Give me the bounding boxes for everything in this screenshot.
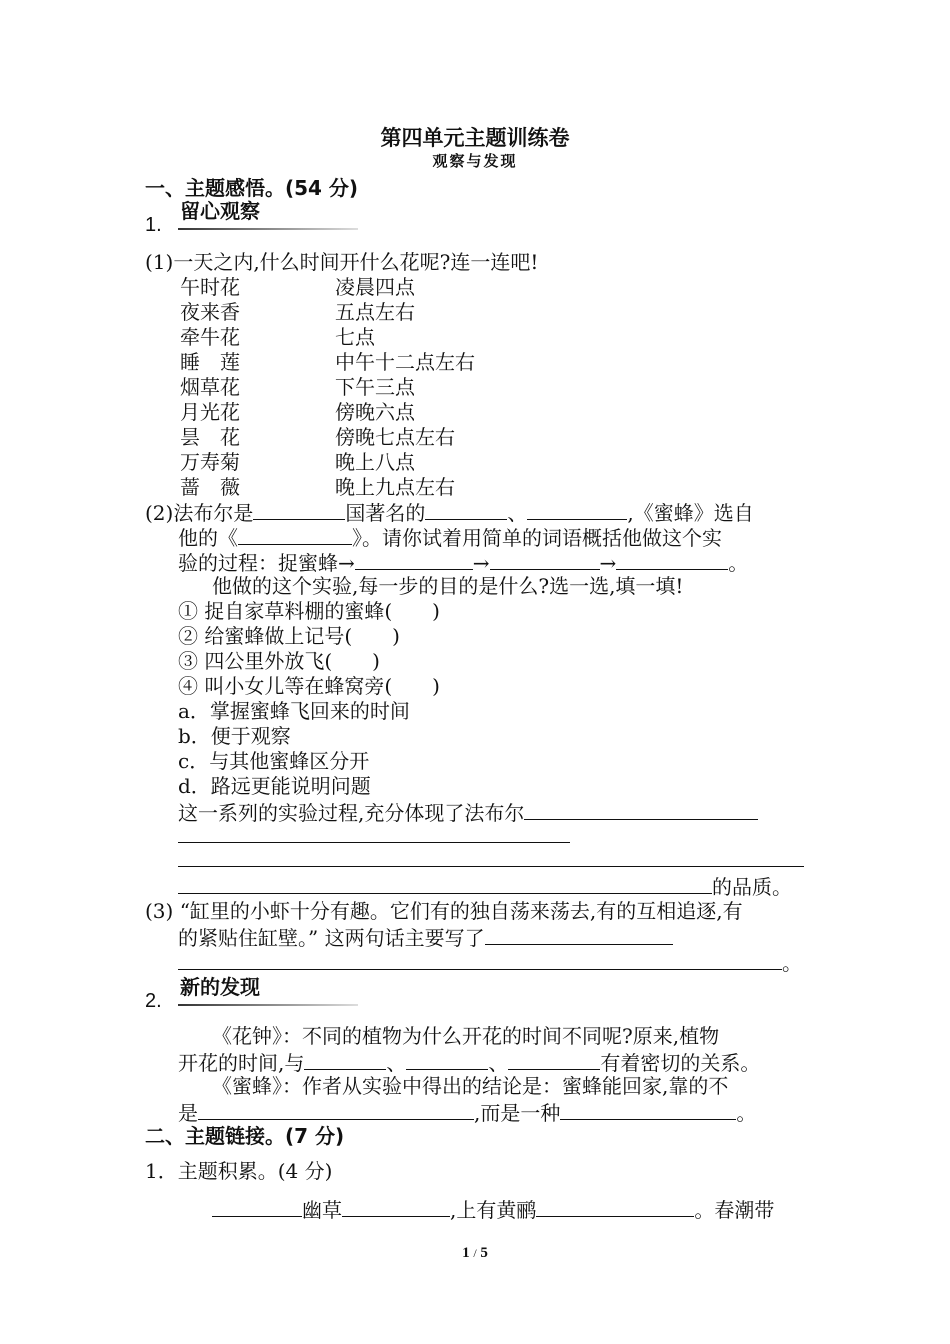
fill-blank-factor-2[interactable] (406, 1051, 488, 1070)
fill-line-quality-3[interactable] (178, 866, 804, 867)
q2-instruction: 他做的这个实验,每一步的目的是什么?选一选,填一填! (212, 574, 684, 598)
q2-line-1: (2)法布尔是 国著名的 、 ,《蜜蜂》选自 (145, 501, 754, 525)
fill-blank-factor-3[interactable] (508, 1051, 600, 1070)
fill-blank-conclusion-1[interactable] (198, 1101, 474, 1120)
flower-item: 烟草花 (180, 375, 240, 399)
time-item: 下午三点 (335, 375, 415, 399)
part-1-tag: 留心观察 (180, 199, 260, 223)
part-1-tag-underline (178, 228, 358, 230)
flower-item: 夜来香 (180, 300, 240, 324)
p2-line-2: 开花的时间,与 、 、 有着密切的关系。 (178, 1051, 761, 1075)
fill-line-quality-2[interactable] (178, 842, 570, 843)
fill-blank-factor-1[interactable] (304, 1051, 386, 1070)
page-subtitle: 观察与发现 (432, 152, 518, 170)
fill-blank-quality-4[interactable] (178, 875, 712, 894)
section-2-heading: 二、主题链接。(7 分) (145, 1124, 345, 1148)
s2-q1-label: 1．主题积累。(4 分) (145, 1159, 333, 1183)
q2-quality-end: 的品质。 (178, 875, 792, 897)
time-item: 傍晚七点左右 (335, 425, 455, 449)
step-item: ③ 四公里外放飞( ) (178, 649, 380, 673)
page-title: 第四单元主题训练卷 (380, 125, 570, 150)
flower-item: 万寿菊 (180, 450, 240, 474)
time-item: 五点左右 (335, 300, 415, 324)
fill-blank-profession-2[interactable] (527, 501, 627, 520)
q3-line-1: (3) “缸里的小虾十分有趣。它们有的独自荡来荡去,有的互相追逐,有 (145, 899, 743, 923)
option-item: c．与其他蜜蜂区分开 (178, 749, 370, 773)
fill-blank-country[interactable] (253, 501, 345, 520)
time-item: 晚上九点左右 (335, 475, 455, 499)
time-item: 中午十二点左右 (335, 350, 475, 374)
flower-item: 蔷 薇 (180, 475, 240, 499)
flower-item: 睡 莲 (180, 350, 240, 374)
s2-q1-line: 幽草 ,上有黄鹂 。春潮带 (212, 1198, 774, 1220)
time-item: 凌晨四点 (335, 275, 415, 299)
p2-line-4: 是 ,而是一种 。 (178, 1101, 757, 1125)
q1-prompt: (1)一天之内,什么时间开什么花呢?连一连吧! (145, 250, 539, 274)
p2-line-3: 《蜜蜂》：作者从实验中得出的结论是：蜜蜂能回家,靠的不 (212, 1074, 729, 1098)
page-number: 1 / 5 (462, 1245, 488, 1261)
flower-item: 月光花 (180, 400, 240, 424)
flower-item: 牵牛花 (180, 325, 240, 349)
fill-blank-q3-1[interactable] (485, 926, 673, 945)
part-2-tag: 新的发现 (180, 975, 260, 999)
p2-line-1: 《花钟》：不同的植物为什么开花的时间不同呢?原来,植物 (212, 1024, 720, 1048)
flower-item: 午时花 (180, 275, 240, 299)
option-item: a．掌握蜜蜂飞回来的时间 (178, 699, 410, 723)
part-2-number: 2. (145, 990, 162, 1012)
q2-line-2: 他的《 》。请你试着用简单的词语概括他做这个实 (178, 526, 722, 550)
q2-line-3: 验的过程：捉蜜蜂→ → → 。 (178, 551, 749, 575)
fill-blank-poem-2[interactable] (342, 1198, 450, 1217)
fill-blank-conclusion-2[interactable] (560, 1101, 736, 1120)
fill-blank-poem-3[interactable] (536, 1198, 694, 1217)
flower-item: 昙 花 (180, 425, 240, 449)
fill-blank-step-3[interactable] (490, 551, 600, 570)
fill-blank-book-title[interactable] (238, 526, 352, 545)
option-item: d．路远更能说明问题 (178, 774, 371, 798)
option-item: b．便于观察 (178, 724, 291, 748)
fill-blank-step-4[interactable] (616, 551, 728, 570)
fill-blank-quality-1[interactable] (524, 801, 758, 820)
time-item: 傍晚六点 (335, 400, 415, 424)
part-2-tag-underline (178, 1004, 358, 1006)
step-item: ④ 叫小女儿等在蜂窝旁( ) (178, 674, 440, 698)
fill-blank-q3-2[interactable] (178, 951, 782, 970)
q3-line-2: 的紧贴住缸壁。” 这两句话主要写了 (178, 926, 673, 948)
time-item: 晚上八点 (335, 450, 415, 474)
section-1-heading: 一、主题感悟。(54 分) (145, 176, 359, 200)
time-item: 七点 (335, 325, 375, 349)
fill-blank-profession-1[interactable] (425, 501, 507, 520)
part-1-number: 1. (145, 214, 162, 236)
step-item: ① 捉自家草料棚的蜜蜂( ) (178, 599, 440, 623)
q2-summary: 这一系列的实验过程,充分体现了法布尔 (178, 801, 758, 823)
q3-line-3: 。 (178, 951, 802, 973)
step-item: ② 给蜜蜂做上记号( ) (178, 624, 400, 648)
fill-blank-step-2[interactable] (355, 551, 473, 570)
fill-blank-poem-1[interactable] (212, 1198, 302, 1217)
